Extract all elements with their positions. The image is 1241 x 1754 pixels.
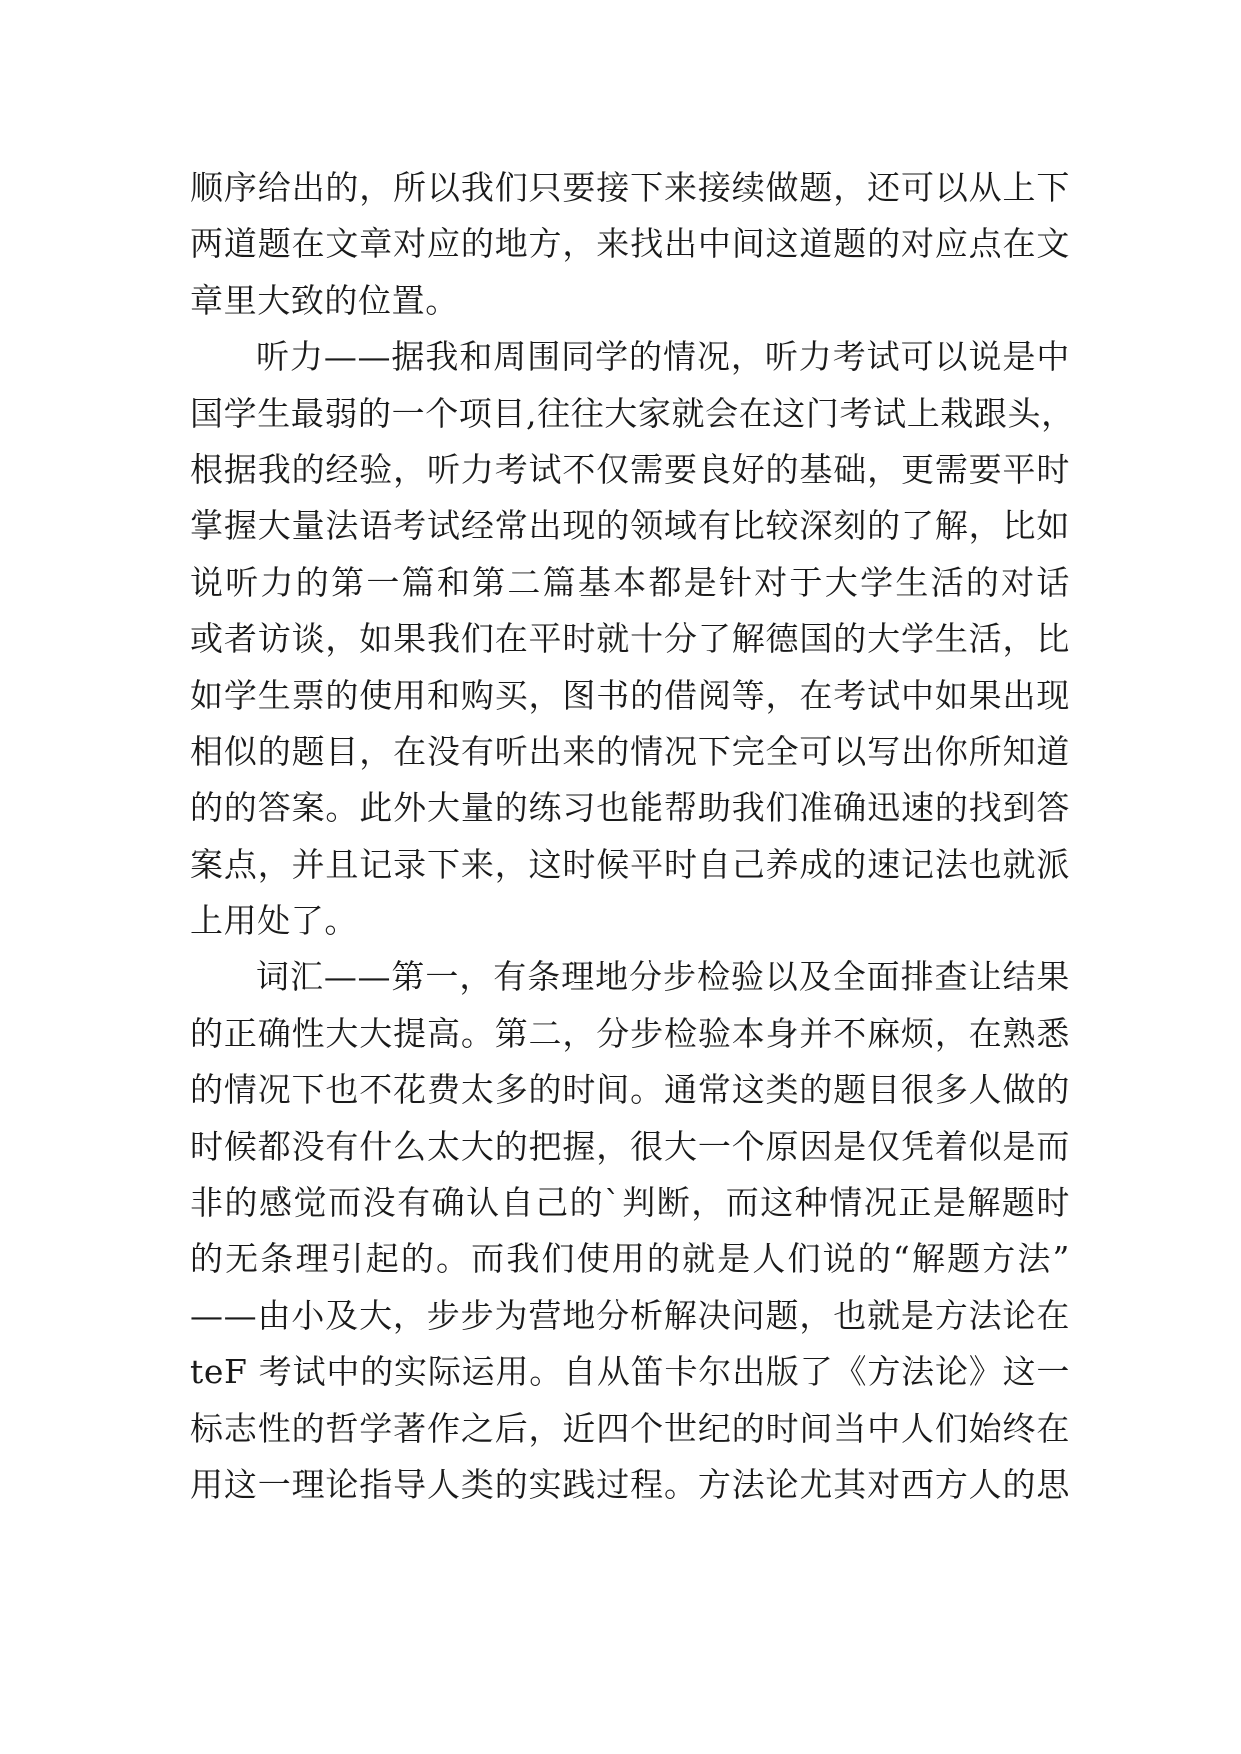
text-line: 掌握大量法语考试经常出现的领域有比较深刻的了解，比如	[190, 506, 1070, 546]
text-line: 非的感觉而没有确认自己的`判断，而这种情况正是解题时	[190, 1183, 1070, 1223]
text-line: 两道题在文章对应的地方，来找出中间这道题的对应点在文	[190, 224, 1070, 264]
text-line: 国学生最弱的一个项目,往往大家就会在这门考试上栽跟头，	[190, 393, 1075, 433]
text-line: 听力——据我和周围同学的情况，听力考试可以说是中	[256, 337, 1070, 377]
paragraph-listening	[190, 329, 1075, 949]
text-line: 的无条理引起的。而我们使用的就是人们说的“解题方法”	[190, 1239, 1070, 1279]
text-line: ——由小及大，步步为营地分析解决问题，也就是方法论在	[190, 1295, 1070, 1335]
text-line: 案点，并且记录下来，这时候平时自己养成的速记法也就派	[190, 844, 1070, 884]
text-line: 顺序给出的，所以我们只要接下来接续做题，还可以从上下	[190, 168, 1070, 207]
text-line: 词汇——第一，有条理地分步检验以及全面排查让结果	[256, 957, 1070, 997]
text-line: 说听力的第一篇和第二篇基本都是针对于大学生活的对话	[190, 562, 1070, 602]
text-line: 上用处了。	[190, 901, 358, 941]
paragraph-vocabulary	[190, 949, 1070, 1513]
text-line: teF 考试中的实际运用。自从笛卡尔出版了《方法论》这一	[190, 1352, 1070, 1392]
text-line: 相似的题目，在没有听出来的情况下完全可以写出你所知道	[190, 731, 1070, 771]
text-line: 章里大致的位置。	[190, 280, 459, 320]
paragraph-intro-continuation	[190, 160, 1070, 329]
text-line: 的正确性大大提高。第二，分步检验本身并不麻烦，在熟悉	[190, 1013, 1070, 1053]
text-line: 标志性的哲学著作之后，近四个世纪的时间当中人们始终在	[190, 1408, 1070, 1448]
text-line: 根据我的经验，听力考试不仅需要良好的基础，更需要平时	[190, 449, 1070, 489]
text-line: 或者访谈，如果我们在平时就十分了解德国的大学生活，比	[190, 619, 1070, 659]
document-body	[190, 160, 1075, 1513]
text-line: 如学生票的使用和购买，图书的借阅等，在考试中如果出现	[190, 675, 1070, 715]
text-line: 的的答案。此外大量的练习也能帮助我们准确迅速的找到答	[190, 788, 1070, 828]
text-line: 用这一理论指导人类的实践过程。方法论尤其对西方人的思	[190, 1464, 1070, 1504]
text-line: 时候都没有什么太大的把握，很大一个原因是仅凭着似是而	[190, 1126, 1070, 1166]
text-line: 的情况下也不花费太多的时间。通常这类的题目很多人做的	[190, 1070, 1070, 1110]
